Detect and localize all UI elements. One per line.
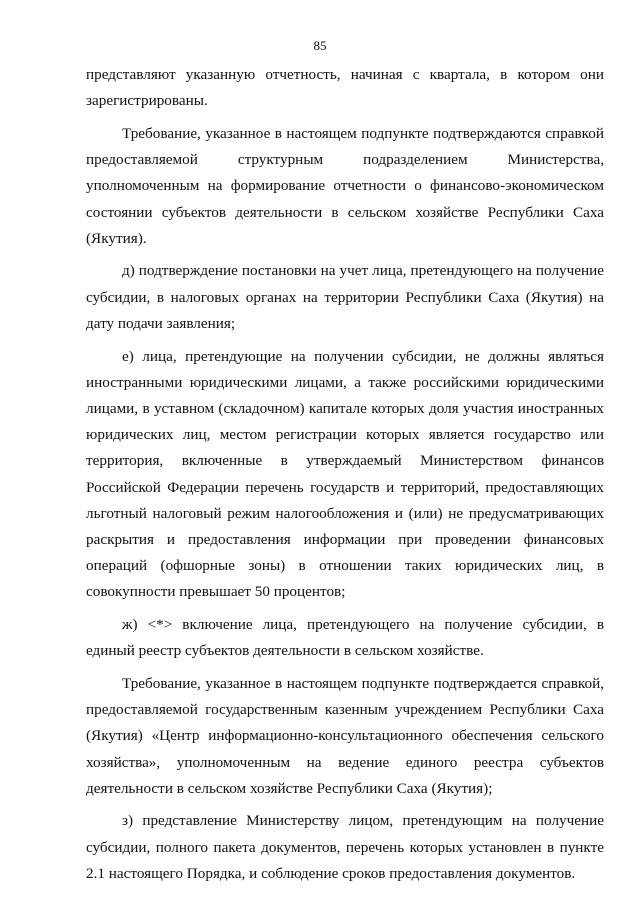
- paragraph-item-z: з) представление Министерству лицом, претендующим на получение субсидии, полного пакета документов, перечень которых установлен в пункте 2.1 настоящего Порядка, и соблюдение сроков предоставления документов.: [86, 812, 604, 882]
- document-body: [86, 62, 604, 887]
- paragraph-requirement-2: Требование, указанное в настоящем подпункте подтверждается справкой, предоставляемой государственным казенным учреждением Республики Саха (Якутия) «Центр информационно-консультационного обеспечения сельского хозяйства», уполномоченным на ведение единого реестра субъектов деятельности в сельском хозяйстве Республики Саха (Якутия);: [86, 674, 604, 797]
- page-number: 85: [313, 38, 327, 53]
- paragraph-continuation: представляют указанную отчетность, начиная с квартала, в котором они зарегистрированы.: [86, 66, 604, 110]
- paragraph-item-zh: ж) <*> включение лица, претендующего на получение субсидии, в единый реестр субъектов деятельности в сельском хозяйстве.: [86, 616, 604, 660]
- paragraph-item-e: е) лица, претендующие на получении субсидии, не должны являться иностранными юридическими лицами, а также российскими юридическими лицами, в уставном (складочном) капитале которых доля участия иностранных юридических лиц, местом регистрации которых является государство или территория, включенные в утверждаемый Министерством финансов Российской Федерации перечень государств и территорий, предоставляющих льготный налоговый режим налогообложения и (или) не предусматривающих раскрытия и предоставления информации при проведении финансовых операций (офшорные зоны) в отношении таких юридических лиц, в совокупности превышает 50 процентов;: [86, 347, 604, 601]
- paragraph-requirement-1: Требование, указанное в настоящем подпункте подтверждаются справкой предоставляемой структурным подразделением Министерства, уполномоченным на формирование отчетности о финансово-экономическом состоянии субъектов деятельности в сельском хозяйстве Республики Саха (Якутия).: [86, 124, 604, 247]
- paragraph-item-d: д) подтверждение постановки на учет лица, претендующего на получение субсидии, в налоговых органах на территории Республики Саха (Якутия) на дату подачи заявления;: [86, 262, 604, 332]
